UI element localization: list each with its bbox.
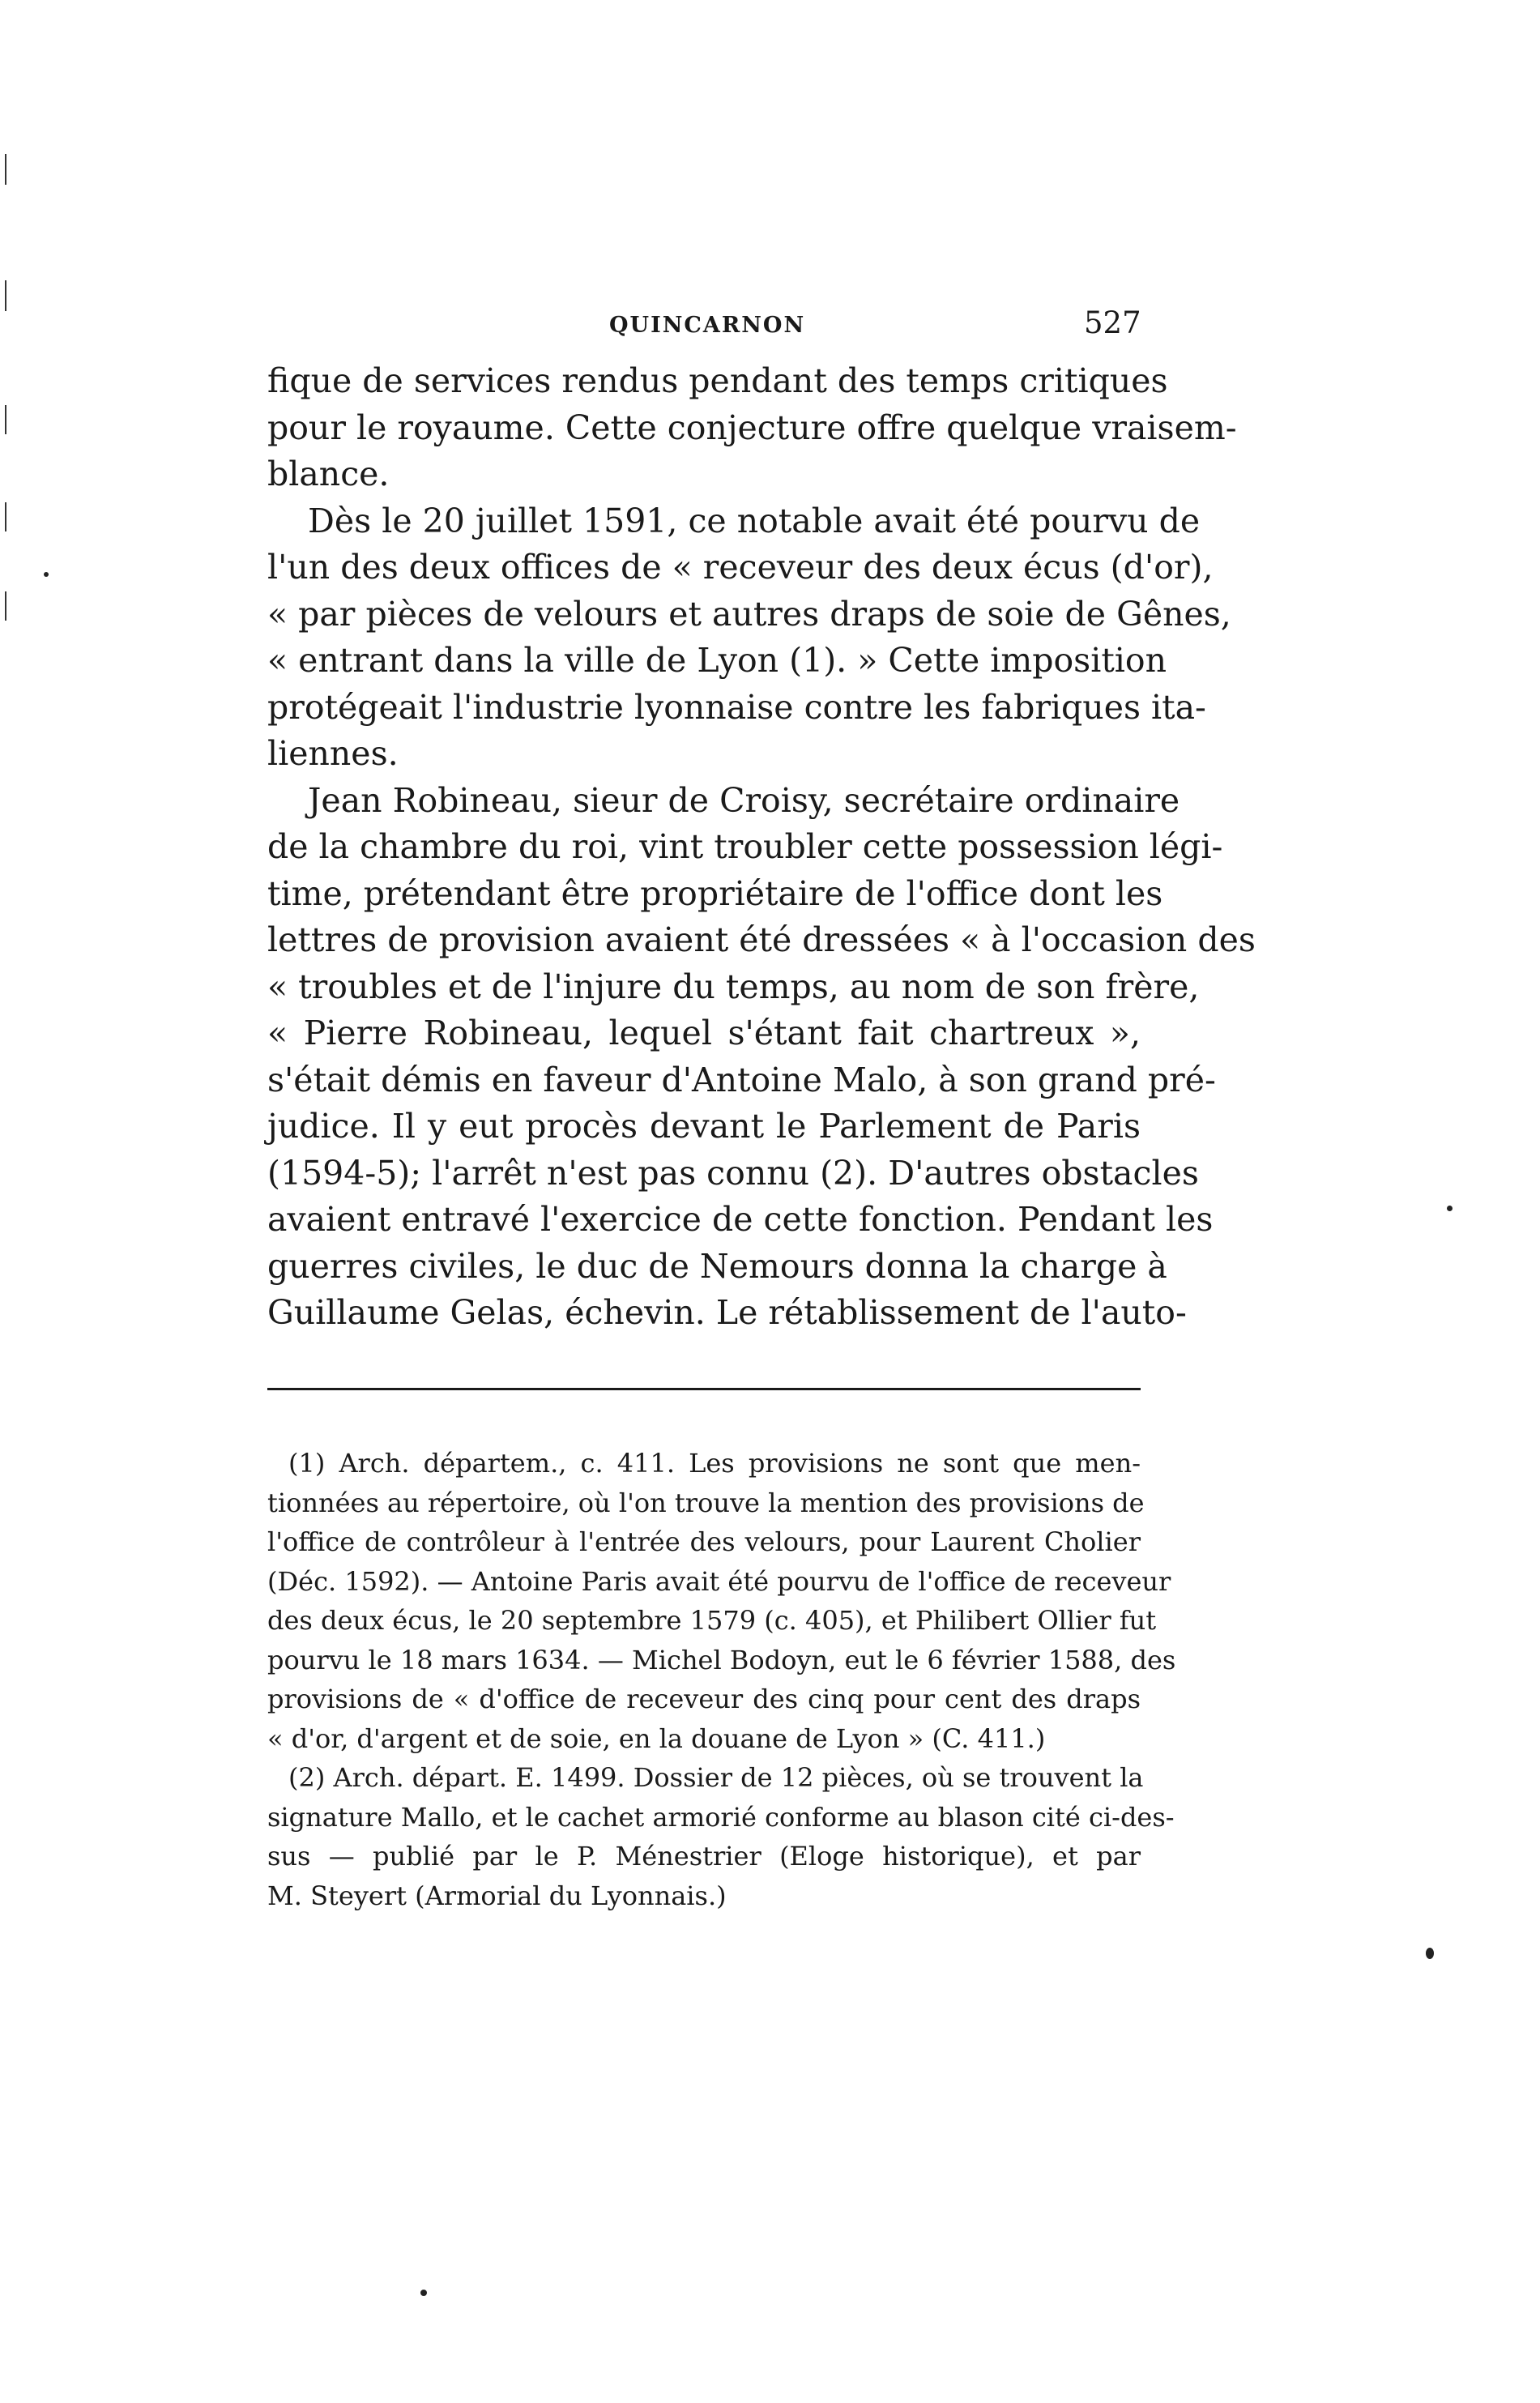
scan-edge-mark — [5, 405, 6, 434]
footnote-line: des deux écus, le 20 septembre 1579 (c. 405), et Philibert Ollier fut — [267, 1605, 1157, 1636]
footnotes — [267, 1444, 1176, 1915]
footnote-separator — [267, 1388, 1141, 1390]
text-line: (1594-5); l'arrêt n'est pas connu (2). D'autres obstacles — [267, 1153, 1199, 1193]
text-line: protégeait l'industrie lyonnaise contre les fabriques ita- — [267, 687, 1206, 727]
text-line: judice. Il y eut procès devant le Parlement de Paris — [267, 1107, 1141, 1146]
text-line: fique de services rendus pendant des temps critiques — [267, 361, 1168, 400]
scan-edge-mark — [5, 280, 6, 311]
scan-speck — [1426, 1948, 1434, 1959]
scan-edge-mark — [5, 502, 6, 531]
footnote-line: « d'or, d'argent et de soie, en la douane de Lyon » (C. 411.) — [267, 1722, 1046, 1754]
text-line: « entrant dans la ville de Lyon (1). » Cette imposition — [267, 641, 1167, 680]
text-line: « par pièces de velours et autres draps de soie de Gênes, — [267, 594, 1231, 634]
text-line: « troubles et de l'injure du temps, au nom de son frère, — [267, 967, 1200, 1006]
footnote-line: pourvu le 18 mars 1634. — Michel Bodoyn, eut le 6 février 1588, des — [267, 1644, 1176, 1675]
footnote-line: tionnées au répertoire, où l'on trouve la mention des provisions de — [267, 1487, 1145, 1518]
text-line: Guillaume Gelas, échevin. Le rétablissement de l'auto- — [267, 1293, 1187, 1332]
text-line: time, prétendant être propriétaire de l'office dont les — [267, 873, 1163, 913]
footnote-line: (2) Arch. départ. E. 1499. Dossier de 12 pièces, où se trouvent la — [288, 1762, 1144, 1793]
text-line: blance. — [267, 455, 390, 493]
text-line: « Pierre Robineau, lequel s'étant fait chartreux », — [267, 1014, 1141, 1052]
footnote-line: l'office de contrôleur à l'entrée des velours, pour Laurent Cholier — [267, 1526, 1141, 1557]
footnote-line: (Déc. 1592). — Antoine Paris avait été pourvu de l'office de receveur — [267, 1565, 1171, 1597]
text-line: de la chambre du roi, vint troubler cette possession légi- — [267, 827, 1223, 866]
scan-speck — [44, 572, 49, 577]
footnote-line: M. Steyert (Armorial du Lyonnais.) — [267, 1880, 727, 1911]
text-line: liennes. — [267, 734, 399, 773]
main-text — [267, 358, 1256, 1337]
text-line: Dès le 20 juillet 1591, ce notable avait été pourvu de — [308, 501, 1201, 540]
footnote-line: signature Mallo, et le cachet armorié conforme au blason cité ci-des- — [267, 1801, 1175, 1833]
page-number: 527 — [1084, 305, 1141, 340]
scan-speck — [420, 2290, 427, 2296]
scan-speck — [1447, 1206, 1453, 1211]
scan-edge-mark — [5, 591, 6, 621]
text-line: avaient entravé l'exercice de cette fonction. Pendant les — [267, 1200, 1214, 1239]
footnote-line: sus — publié par le P. Ménestrier (Eloge historique), et par — [267, 1841, 1141, 1872]
text-line: l'un des deux offices de « receveur des deux écus (d'or), — [267, 548, 1214, 587]
text-line: lettres de provision avaient été dressées « à l'occasion des — [267, 920, 1256, 959]
footnote-line: provisions de « d'office de receveur des cinq pour cent des draps — [267, 1684, 1141, 1714]
running-header-title: QUINCARNON — [609, 313, 806, 338]
text-line: guerres civiles, le duc de Nemours donna la charge à — [267, 1246, 1167, 1286]
text-line: pour le royaume. Cette conjecture offre quelque vraisem- — [267, 408, 1237, 447]
text-line: s'était démis en faveur d'Antoine Malo, à son grand pré- — [267, 1060, 1216, 1099]
footnote-line: (1) Arch. départem., c. 411. Les provisions ne sont que men- — [288, 1448, 1141, 1479]
scan-edge-mark — [5, 154, 6, 185]
text-line: Jean Robineau, sieur de Croisy, secrétaire ordinaire — [308, 780, 1180, 820]
